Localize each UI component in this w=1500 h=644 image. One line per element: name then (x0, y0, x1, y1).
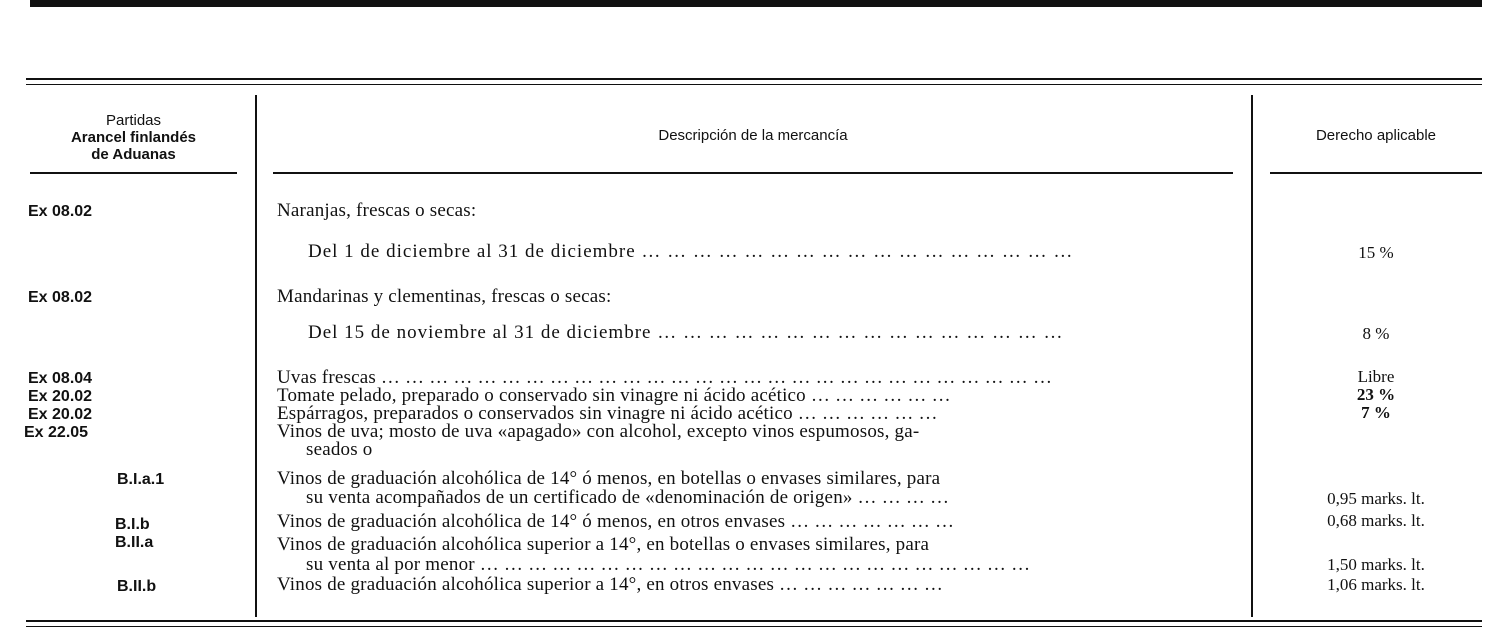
top-rule (30, 0, 1482, 7)
row-desc: Vinos de uva; mosto de uva «apagado» con alcohol, excepto vinos espumosos, ga- (277, 421, 920, 442)
table-top-rule (26, 78, 1482, 85)
row-code: Ex 08.02 (28, 289, 93, 306)
header-partidas-line: Arancel finlandés (70, 129, 197, 146)
row-duty: 1,50 marks. lt. (1327, 555, 1425, 574)
row-desc: Tomate pelado, preparado o conservado sin vinagre ni ácido acético … … … … … … (277, 385, 951, 406)
row-desc: Del 15 de noviembre al 31 de diciembre … … … … … … … … … … … … … … … … (308, 322, 1064, 343)
row-code: B.I.a.1 (117, 471, 165, 488)
row-duty: 1,06 marks. lt. (1327, 575, 1425, 594)
header-partidas (30, 112, 237, 163)
header-underline-3 (1270, 172, 1482, 174)
row-code: B.I.b (115, 516, 150, 533)
header-partidas-line: de Aduanas (91, 146, 176, 163)
row-desc: Vinos de graduación alcohólica de 14° ó menos, en botellas o envases similares, para (277, 468, 941, 489)
header-derecho: Derecho aplicable (1315, 127, 1437, 144)
row-desc: Vinos de graduación alcohólica de 14° ó menos, en otros envases … … … … … … … (277, 511, 955, 532)
header-partidas-line: Partidas (105, 112, 162, 129)
header-underline-2 (273, 172, 1233, 174)
row-code: Ex 20.02 (28, 406, 93, 423)
row-duty: 0,95 marks. lt. (1327, 489, 1425, 508)
row-desc: Mandarinas y clementinas, frescas o secas: (277, 286, 612, 307)
table-bottom-rule (26, 620, 1482, 627)
column-divider-1 (255, 95, 257, 617)
column-divider-2 (1251, 95, 1253, 617)
row-desc-continuation: su venta acompañados de un certificado de «denominación de origen» … … … … (306, 487, 950, 508)
row-desc: Del 1 de diciembre al 31 de diciembre … … … … … … … … … … … … … … … … … (308, 241, 1074, 262)
row-code: Ex 20.02 (28, 388, 93, 405)
row-duty: Libre (1357, 367, 1395, 386)
header-descripcion: Descripción de la mercancía (658, 127, 848, 144)
row-code: Ex 22.05 (24, 424, 89, 441)
row-duty: 0,68 marks. lt. (1327, 511, 1425, 530)
row-duty: 8 % (1362, 324, 1390, 343)
row-code: Ex 08.04 (28, 370, 93, 387)
row-desc: Uvas frescas … … … … … … … … … … … … … … … … … … … … … … … … … … … … (277, 367, 1053, 388)
header-underline-1 (30, 172, 237, 174)
row-duty: 7 % (1361, 403, 1391, 422)
row-duty: 23 % (1356, 385, 1396, 404)
row-code: B.II.a (115, 534, 154, 551)
row-desc-continuation: su venta al por menor … … … … … … … … … … … … … … … … … … … … … … … (306, 554, 1031, 575)
row-desc: Espárragos, preparados o conservados sin vinagre ni ácido acético … … … … … … (277, 403, 938, 424)
row-code: Ex 08.02 (28, 203, 93, 220)
row-desc: Vinos de graduación alcohólica superior a 14°, en otros envases … … … … … … … (277, 574, 944, 595)
row-desc-continuation: seados o (306, 439, 373, 460)
row-code: B.II.b (117, 578, 157, 595)
row-desc: Naranjas, frescas o secas: (277, 200, 477, 221)
row-desc: Vinos de graduación alcohólica superior a 14°, en botellas o envases similares, para (277, 534, 930, 555)
row-duty: 15 % (1358, 243, 1394, 262)
